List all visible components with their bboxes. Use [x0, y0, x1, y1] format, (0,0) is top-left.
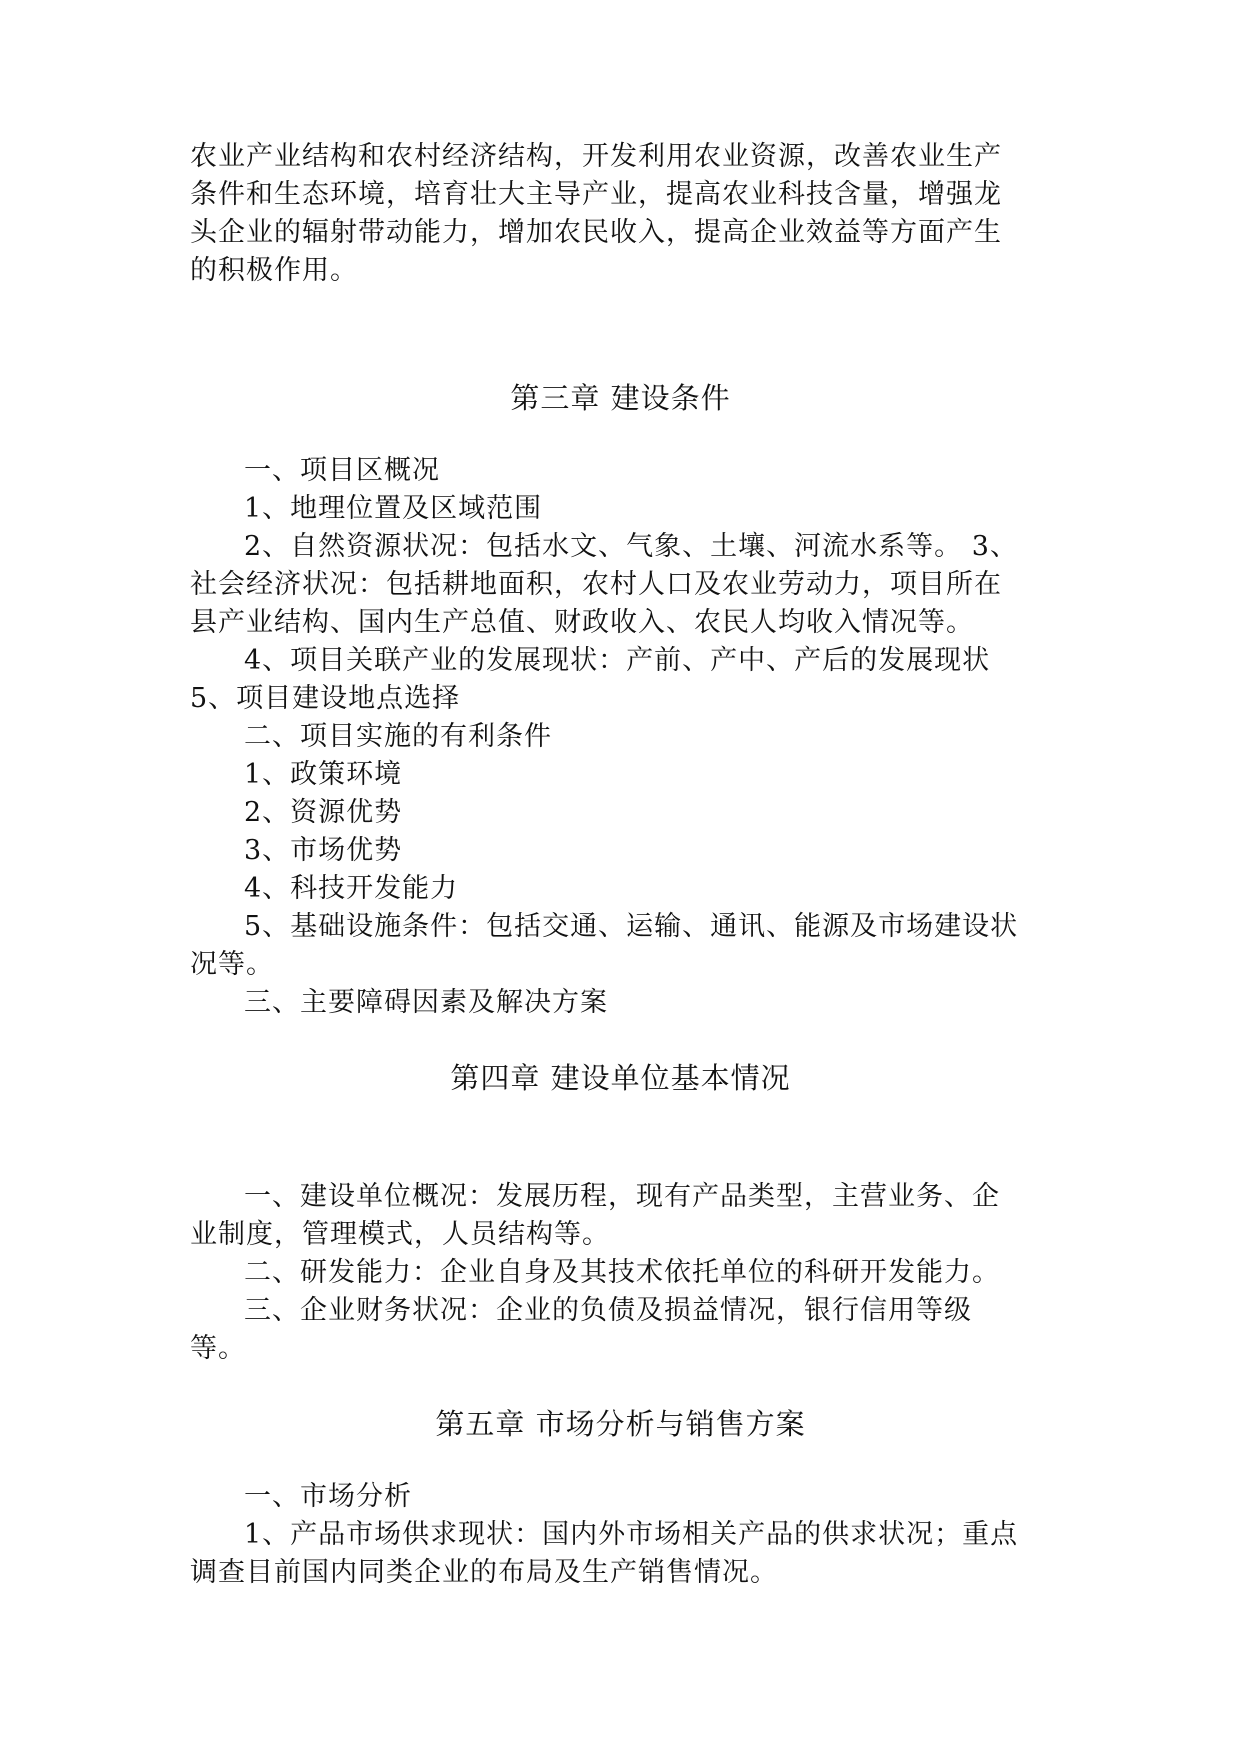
ch3-line: 1、政策环境: [244, 759, 403, 790]
ch4-line: 三、企业财务状况：企业的负债及损益情况，银行信用等级: [244, 1295, 972, 1326]
ch3-line: 4、科技开发能力: [244, 873, 459, 904]
ch3-line: 况等。: [190, 949, 274, 980]
chapter-5-title: 第五章 市场分析与销售方案: [435, 1407, 806, 1441]
ch3-line: 县产业结构、国内生产总值、财政收入、农民人均收入情况等。: [190, 607, 974, 638]
ch3-line: 4、项目关联产业的发展现状：产前、产中、产后的发展现状: [244, 645, 991, 676]
intro-line: 的积极作用。: [190, 255, 358, 286]
ch3-line: 2、自然资源状况：包括水文、气象、土壤、河流水系等。 3、: [244, 531, 1018, 562]
intro-line: 头企业的辐射带动能力，增加农民收入，提高企业效益等方面产生: [190, 217, 1002, 248]
chapter-3-title: 第三章 建设条件: [510, 381, 731, 415]
ch3-line: 三、主要障碍因素及解决方案: [244, 987, 608, 1018]
ch3-line: 5、项目建设地点选择: [190, 683, 461, 714]
ch3-line: 3、市场优势: [244, 835, 403, 866]
ch4-line: 等。: [190, 1333, 246, 1364]
ch5-line: 一、市场分析: [244, 1481, 412, 1512]
ch5-line: 调查目前国内同类企业的布局及生产销售情况。: [190, 1557, 778, 1588]
ch4-line: 一、建设单位概况：发展历程，现有产品类型，主营业务、企: [244, 1181, 1000, 1212]
ch3-line: 二、项目实施的有利条件: [244, 721, 552, 752]
ch3-line: 一、项目区概况: [244, 455, 440, 486]
ch3-line: 2、资源优势: [244, 797, 403, 828]
ch5-line: 1、产品市场供求现状：国内外市场相关产品的供求状况；重点: [244, 1519, 1019, 1550]
ch3-line: 社会经济状况：包括耕地面积，农村人口及农业劳动力，项目所在: [190, 569, 1002, 600]
intro-line: 农业产业结构和农村经济结构，开发利用农业资源，改善农业生产: [190, 141, 1002, 172]
ch3-line: 5、基础设施条件：包括交通、运输、通讯、能源及市场建设状: [244, 911, 1019, 942]
ch4-line: 业制度，管理模式，人员结构等。: [190, 1219, 610, 1250]
intro-line: 条件和生态环境，培育壮大主导产业，提高农业科技含量，增强龙: [190, 179, 1002, 210]
ch4-line: 二、研发能力：企业自身及其技术依托单位的科研开发能力。: [244, 1257, 1000, 1288]
chapter-4-title: 第四章 建设单位基本情况: [450, 1061, 791, 1095]
ch3-line: 1、地理位置及区域范围: [244, 493, 543, 524]
